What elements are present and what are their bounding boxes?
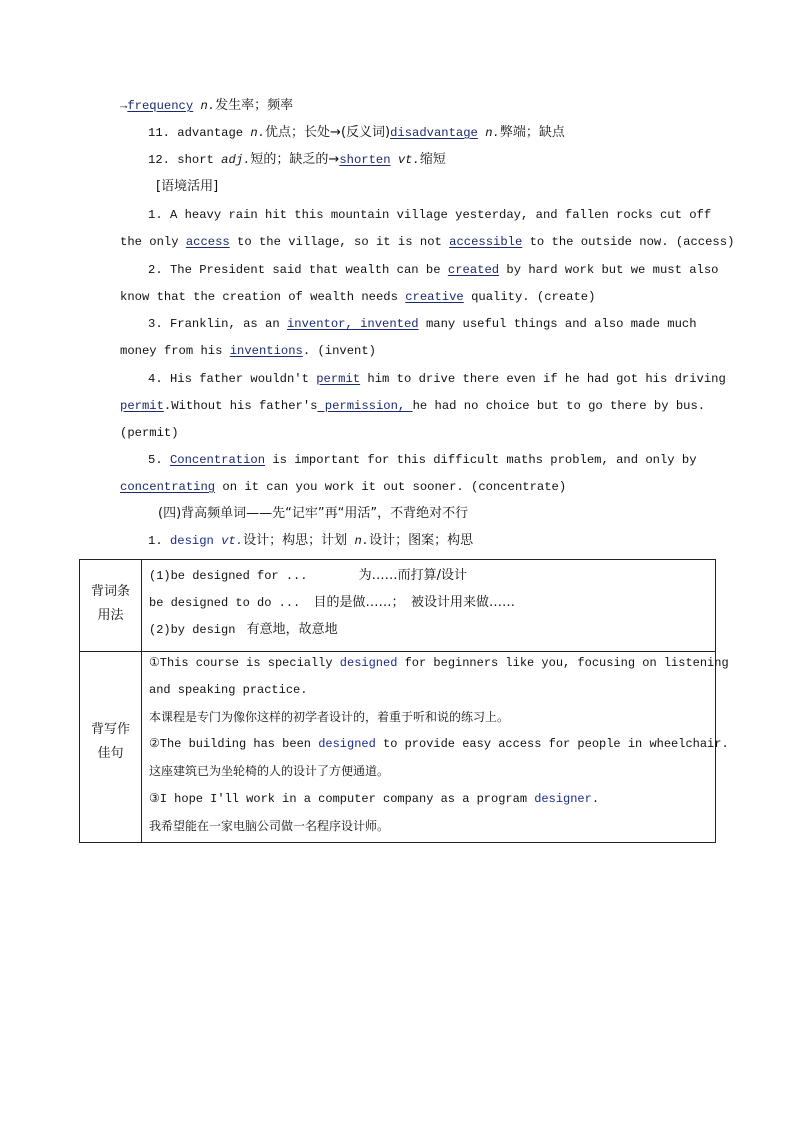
sentence-3-line-1: 3. Franklin, as an inventor, invented many useful things and also made much <box>148 317 697 331</box>
row-header-usage: 背词条 用法 <box>90 584 130 623</box>
sentence-4-line-3: (permit) <box>120 426 179 440</box>
example-2-zh: 这座建筑已为坐轮椅的人的设计了方便通道。 <box>149 764 390 778</box>
vocab-short-line: 12. short adj.短的；缺乏的→shorten vt.缩短 <box>148 152 446 167</box>
design-usage-table <box>79 559 729 843</box>
example-1-en-cont: and speaking practice. <box>149 683 308 697</box>
answer-permit-noun: permit <box>120 399 164 413</box>
section-heading-context: [语境活用] <box>156 179 219 194</box>
example-3-zh: 我希望能在一家电脑公司做一名程序设计师。 <box>149 819 390 833</box>
sentence-4-line-1: 4. His father wouldn't permit him to drive there even if he had got his driving <box>148 372 726 386</box>
sentence-2-line-1: 2. The President said that wealth can be created by hard work but we must also <box>148 263 719 277</box>
usage-item-2: be designed to do ... 目的是做……； 被设计用来做…… <box>149 595 515 610</box>
answer-accessible: accessible <box>449 235 523 249</box>
section-heading-high-frequency: (四)背高频单词——先“记牢”再“用活”，不背绝对不行 <box>158 506 469 521</box>
answer-inventions: inventions <box>229 344 303 358</box>
answer-shorten: shorten <box>339 153 391 167</box>
table-column-divider <box>141 560 142 842</box>
answer-creative: creative <box>405 290 464 304</box>
sentence-2-line-2: know that the creation of wealth needs creative quality. (create) <box>120 290 596 304</box>
example-1-zh: 本课程是专门为像你这样的初学者设计的，着重于听和说的练习上。 <box>149 710 510 724</box>
sentence-1-line-2: the only access to the village, so it is not accessible to the outside now. (access) <box>120 235 735 249</box>
answer-frequency: frequency <box>127 99 194 113</box>
sentence-1-line-1: 1. A heavy rain hit this mountain village yesterday, and fallen rocks cut off <box>148 208 712 222</box>
answer-disadvantage: disadvantage <box>390 126 478 140</box>
answer-permission: permission, <box>317 399 413 413</box>
vocab-design-line: 1. design vt.设计；构思；计划 n.设计；图案；构思 <box>148 533 474 548</box>
answer-permit: permit <box>316 372 361 386</box>
answer-concentration: Concentration <box>169 453 266 467</box>
table-row-divider <box>80 651 715 652</box>
answer-concentrating: concentrating <box>120 480 216 494</box>
answer-inventor-invented: inventor, invented <box>286 317 419 331</box>
example-3-en: ③I hope I'll work in a computer company as a program designer. <box>149 792 600 806</box>
sentence-3-line-2: money from his inventions. (invent) <box>120 344 376 358</box>
row-header-examples: 背写作 佳句 <box>90 722 130 761</box>
example-1-en: ①This course is specially designed for beginners like you, focusing on listening <box>149 656 729 670</box>
usage-item-1: (1)be designed for ... 为……而打算/设计 <box>149 568 468 583</box>
sentence-4-line-2: permit.Without his father's permission, he had no choice but to go there by bus. <box>120 399 706 413</box>
answer-created: created <box>447 263 500 277</box>
example-2-en: ②The building has been designed to provide easy access for people in wheelchair. <box>149 737 729 751</box>
answer-access: access <box>185 235 230 249</box>
sentence-5-line-2: concentrating on it can you work it out sooner. (concentrate) <box>120 480 567 494</box>
usage-item-3: (2)by design 有意地，故意地 <box>149 622 338 637</box>
vocab-frequency-line: →frequency n.发生率；频率 <box>120 98 294 113</box>
sentence-5-line-1: 5. Concentration is important for this difficult maths problem, and only by <box>148 453 697 467</box>
vocab-advantage-line: 11. advantage n.优点；长处→(反义词)disadvantage n.弊端；缺点 <box>148 125 565 140</box>
